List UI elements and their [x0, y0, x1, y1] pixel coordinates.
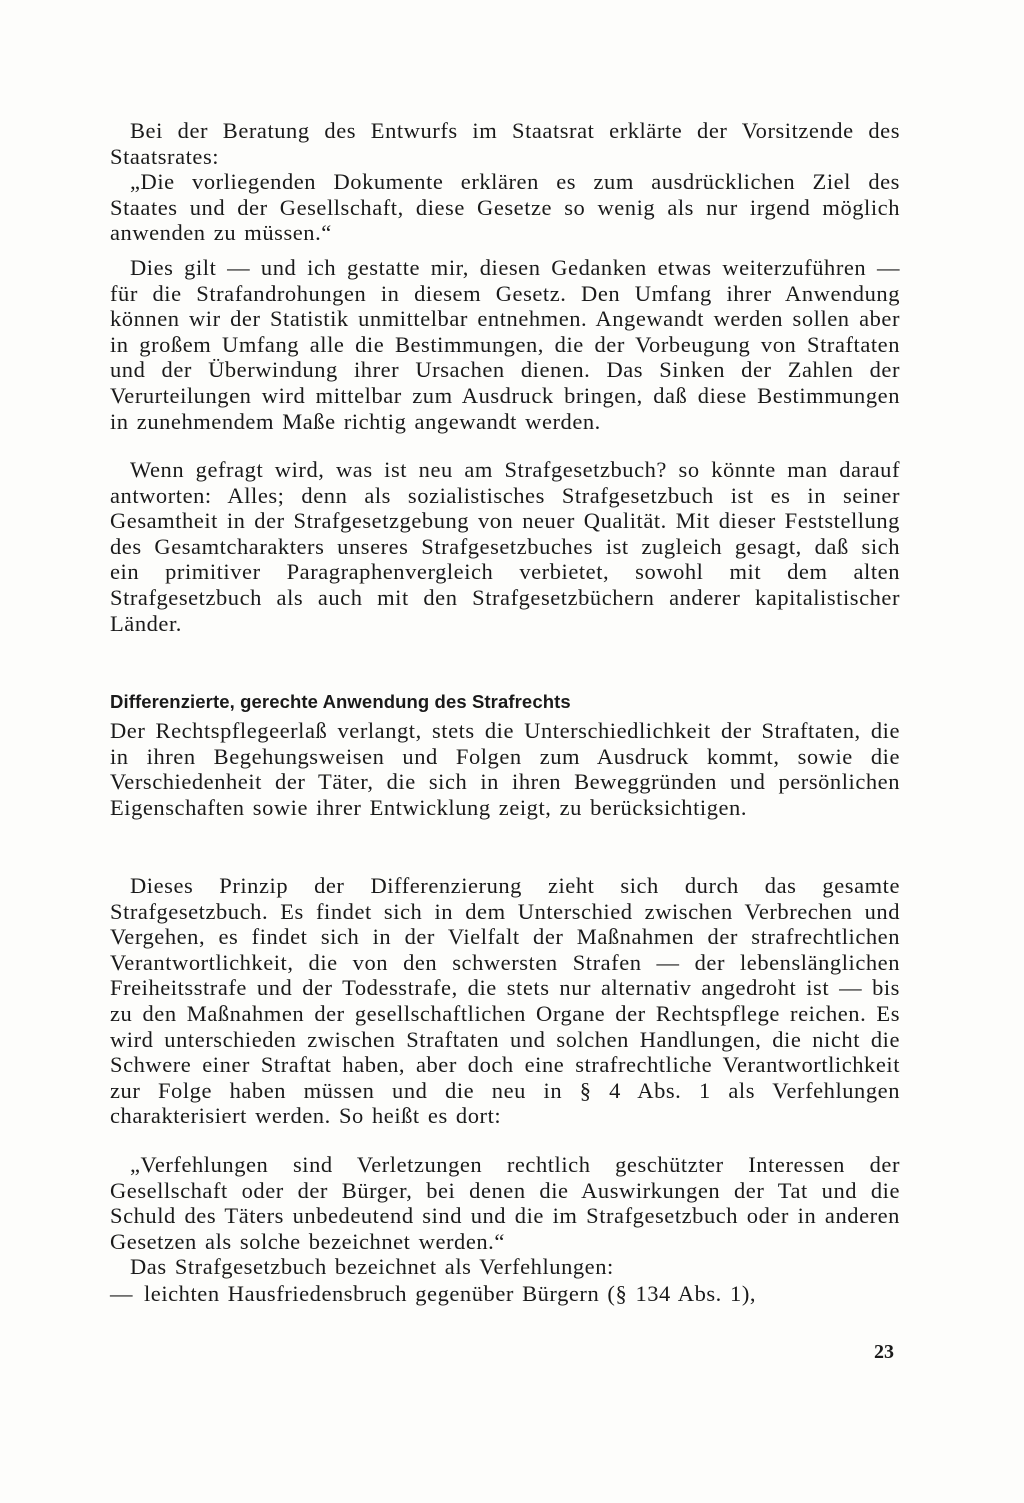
paragraph-differenzierung: Dieses Prinzip der Differenzierung zieht sich durch das gesamte Strafgesetzbuch. Es findet sich in dem Unterschied zwischen Verbrechen und Vergehen, es findet sich in der Vielfalt der Maßnahmen der strafrechtlichen Verantwortlichkeit, die von den schwersten Strafen — der lebenslänglichen Freiheitsstrafe und der Todesstrafe, die stets nur alternativ angedroht ist — bis zu den Maßnahmen der gesellschaftlichen Organe der Rechtspflege reichen. Es wird unterschieden zwischen Straftaten und solchen Handlungen, die nicht die Schwere einer Straftat haben, aber doch eine strafrechtliche Verantwortlichkeit zur Folge haben müssen und die neu in § 4 Abs. 1 als Verfehlungen charakterisiert werden. So heißt es dort: — [110, 873, 900, 1129]
paragraph-strafandrohungen: Dies gilt — und ich gestatte mir, diesen Gedanken etwas weiterzuführen — für die Strafandrohungen in diesem Gesetz. Den Umfang ihrer Anwendung können wir der Statistik unmittelbar entnehmen. Angewandt werden sollen aber in großem Umfang alle die Bestimmungen, die der Vorbeugung von Straftaten und der Überwindung ihrer Ursachen dienen. Das Sinken der Zahlen der Verurteilungen wird mittelbar zum Ausdruck bringen, daß diese Bestimmungen in zunehmendem Maße richtig angewandt werden. — [110, 255, 900, 434]
section-heading: Differenzierte, gerechte Anwendung des Strafrechts — [110, 691, 571, 712]
list-dash: — — [110, 1281, 134, 1306]
paragraph-staatsrat-intro: Bei der Beratung des Entwurfs im Staatsrat erklärte der Vorsitzende des Staatsrates: — [110, 118, 900, 169]
paragraph-was-ist-neu: Wenn gefragt wird, was ist neu am Strafgesetzbuch? so könnte man darauf antworten: Alles; denn als sozialistisches Strafgesetzbuch ist es in seiner Gesamtheit in der Strafgesetzgebung von neuer Qualität. Mit dieser Feststellung des Gesamtcharakters unseres Strafgesetzbuches ist zugleich gesagt, daß sich ein primitiver Paragraphenvergleich verbietet, sowohl mit dem alten Strafgesetzbuch als auch mit den Strafgesetzbüchern anderer kapitalistischer Länder. — [110, 457, 900, 636]
quote-verfehlungen: „Verfehlungen sind Verletzungen rechtlich geschützter Interessen der Gesellschaft oder der Bürger, bei denen die Auswirkungen der Tat und die Schuld des Täters unbedeutend sind und die im Strafgesetzbuch oder in anderen Gesetzen als solche bezeichnet werden.“ — [110, 1152, 900, 1254]
paragraph-block-4 — [110, 718, 900, 820]
page-number: 23 — [874, 1341, 894, 1363]
paragraph-block-3 — [110, 457, 900, 636]
paragraph-block-2 — [110, 255, 900, 434]
quote-staatsrat: „Die vorliegenden Dokumente erklären es zum ausdrücklichen Ziel des Staates und der Gesellschaft, diese Gesetze so wenig als nur irgend möglich anwenden zu müssen.“ — [110, 169, 900, 246]
paragraph-verfehlungen-intro: Das Strafgesetzbuch bezeichnet als Verfehlungen: — [130, 1254, 614, 1279]
paragraph-block-5 — [110, 873, 900, 1129]
list-verfehlungen — [110, 1281, 900, 1307]
paragraph-block-6 — [110, 1152, 900, 1254]
list-item-text: leichten Hausfriedensbruch gegenüber Bürgern (§ 134 Abs. 1), — [144, 1281, 757, 1306]
paragraph-rechtspflegeerlass: Der Rechtspflegeerlaß verlangt, stets die Unterschiedlichkeit der Straftaten, die in ihren Begehungsweisen und Folgen zum Ausdruck kommt, sowie die Verschiedenheit der Täter, die sich in ihren Beweggründen und persönlichen Eigenschaften sowie ihrer Entwicklung zeigt, zu berücksichtigen. — [110, 718, 900, 820]
list-item — [110, 1281, 900, 1307]
paragraph-block-1 — [110, 118, 900, 246]
paragraph-block-7 — [110, 1254, 900, 1280]
